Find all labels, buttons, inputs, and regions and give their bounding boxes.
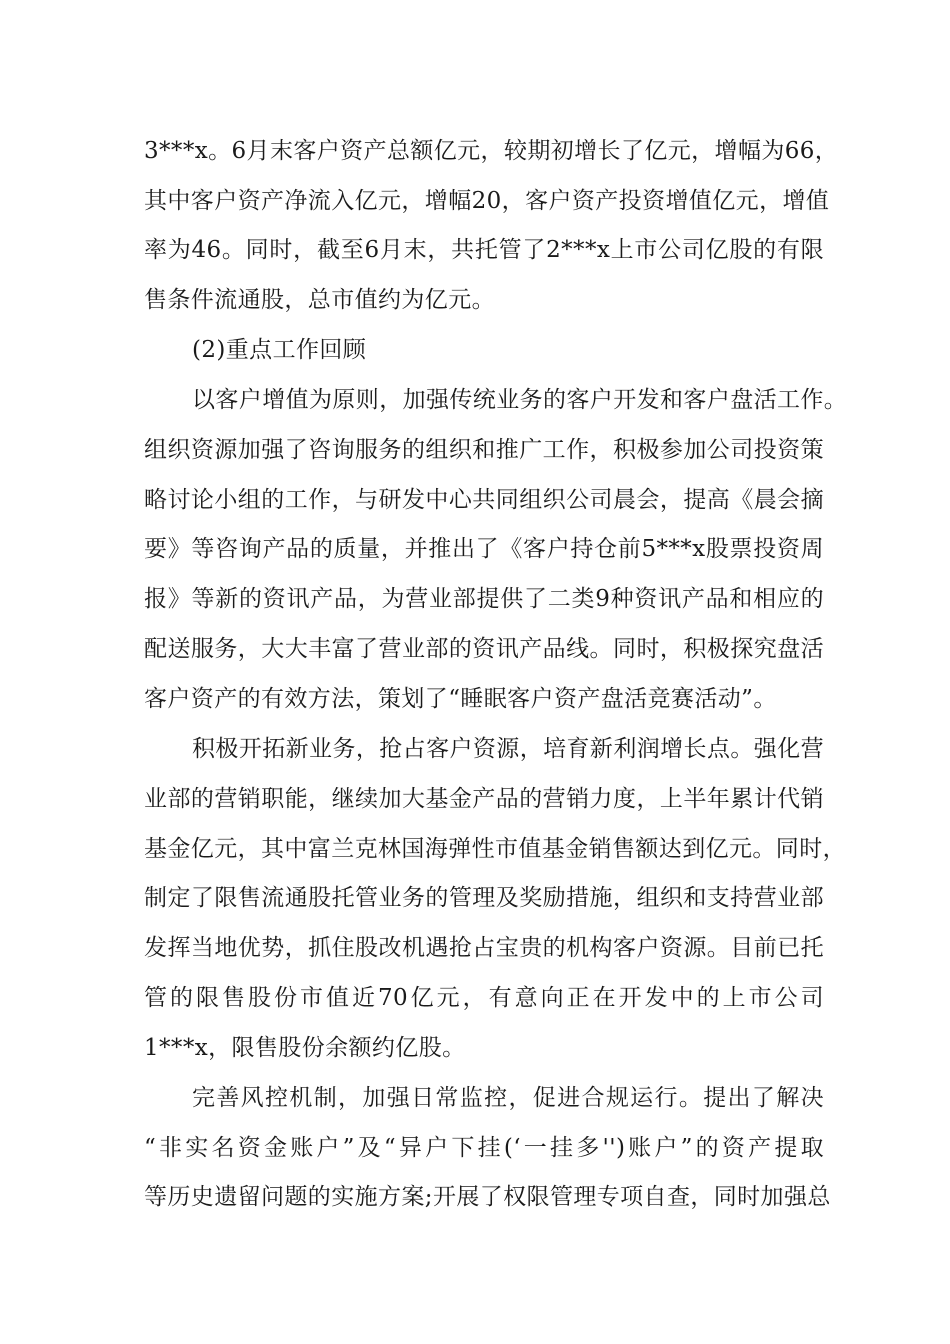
- text-line: 积极开拓新业务，抢占客户资源，培育新利润增长点。强化营: [192, 736, 824, 762]
- section-heading: (2)重点工作回顾: [192, 337, 367, 363]
- text-line: 等历史遗留问题的实施方案;开展了权限管理专项自查，同时加强总: [144, 1184, 831, 1210]
- text-line: 客户资产的有效方法，策划了“睡眠客户资产盘活竞赛活动”。: [144, 686, 777, 712]
- text-line: 其中客户资产净流入亿元，增幅20，客户资产投资增值亿元，增值: [144, 188, 830, 214]
- text-line: 基金亿元，其中富兰克林国海弹性市值基金销售额达到亿元。同时，: [144, 836, 846, 862]
- text-line: 完善风控机制，加强日常监控，促进合规运行。提出了解决: [192, 1085, 824, 1111]
- text-line: 制定了限售流通股托管业务的管理及奖励措施，组织和支持营业部: [144, 885, 824, 911]
- text-line: 1***x，限售股份余额约亿股。: [144, 1035, 466, 1061]
- text-line: 发挥当地优势，抓住股改机遇抢占宝贵的机构客户资源。目前已托: [144, 935, 824, 961]
- text-line: 报》等新的资讯产品，为营业部提供了二类9种资讯产品和相应的: [144, 586, 824, 612]
- text-line: 售条件流通股，总市值约为亿元。: [144, 287, 495, 313]
- text-line: 组织资源加强了咨询服务的组织和推广工作，积极参加公司投资策: [144, 437, 824, 463]
- text-line: 率为46。同时，截至6月末，共托管了2***x上市公司亿股的有限: [144, 237, 824, 263]
- text-line: 以客户增值为原则，加强传统业务的客户开发和客户盘活工作。: [192, 387, 848, 413]
- text-line: 业部的营销职能，继续加大基金产品的营销力度，上半年累计代销: [144, 786, 824, 812]
- text-line: “非实名资金账户”及“异户下挂(‘一挂多'')账户”的资产提取: [144, 1135, 824, 1161]
- text-line: 要》等咨询产品的质量，并推出了《客户持仓前5***x股票投资周: [144, 536, 824, 562]
- text-line: 管的限售股份市值近70亿元，有意向正在开发中的上市公司: [144, 985, 824, 1011]
- text-line: 3***x。6月末客户资产总额亿元，较期初增长了亿元，增幅为66，: [144, 138, 839, 164]
- text-line: 略讨论小组的工作，与研发中心共同组织公司晨会，提高《晨会摘: [144, 487, 824, 513]
- text-line: 配送服务，大大丰富了营业部的资讯产品线。同时，积极探究盘活: [144, 636, 824, 662]
